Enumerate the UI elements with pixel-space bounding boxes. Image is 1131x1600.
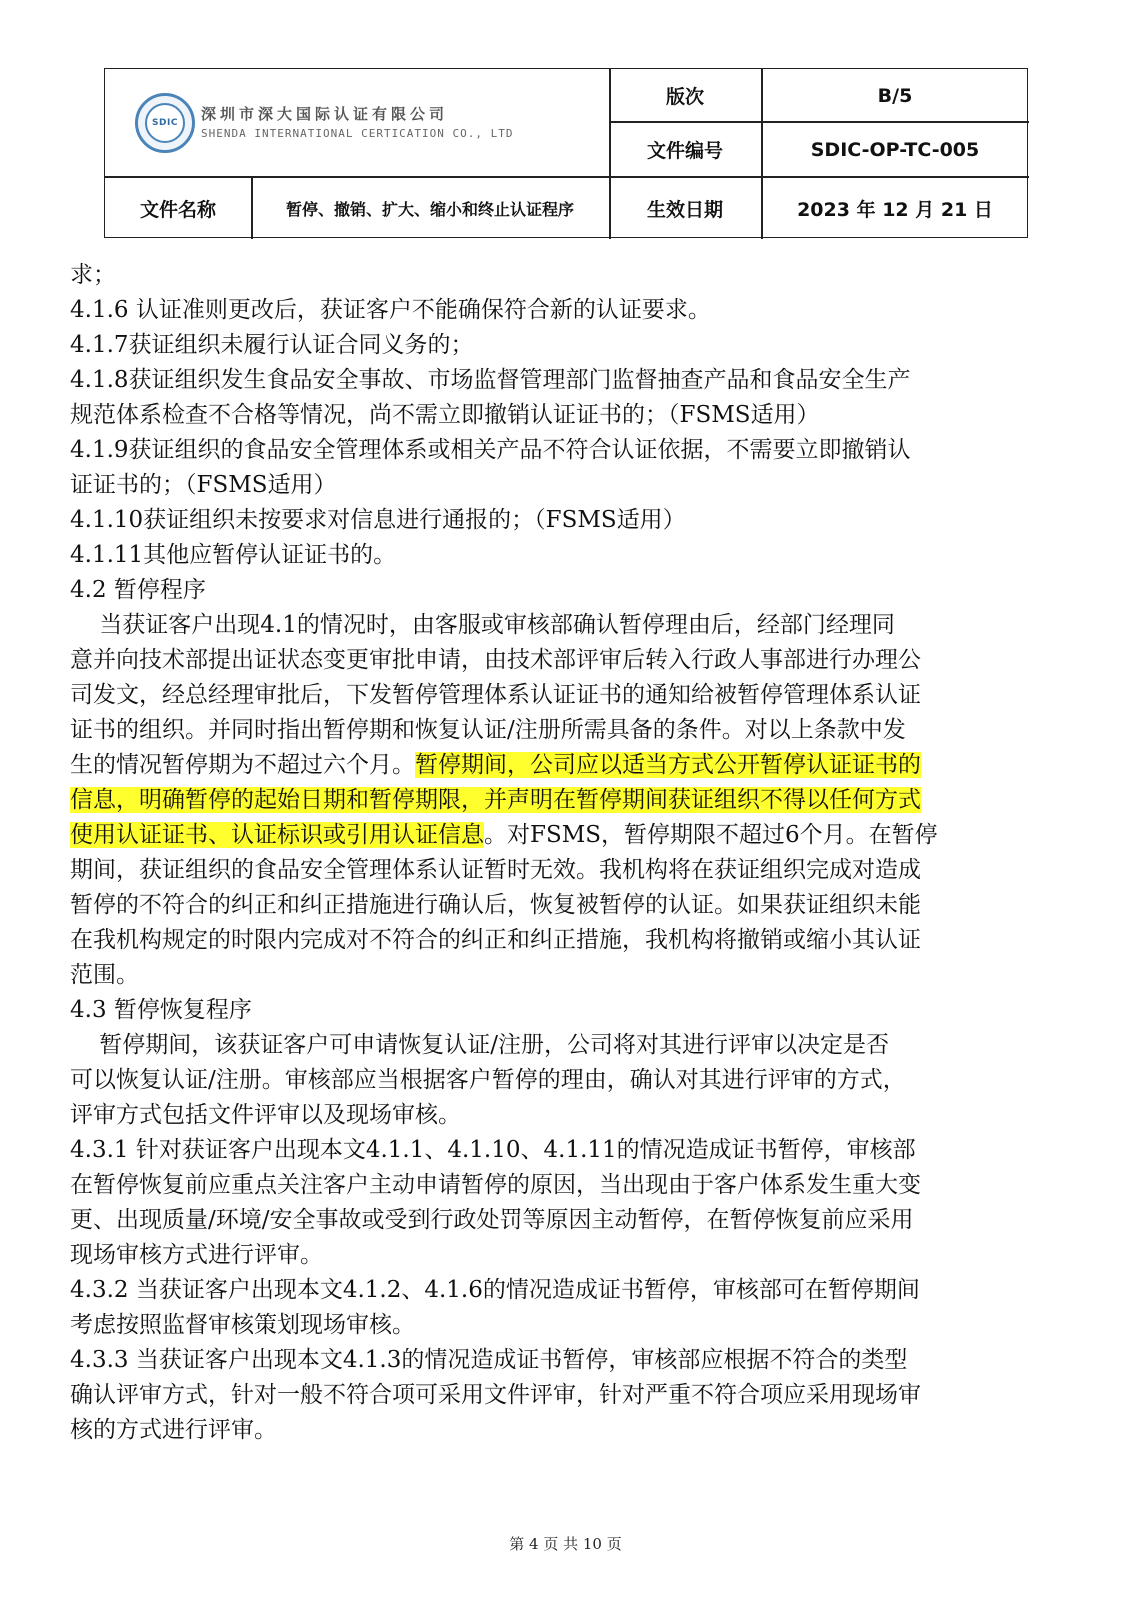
body-line (70, 783, 1050, 818)
doc-name-value: 暂停、撤销、扩大、缩小和终止认证程序 (285, 199, 574, 219)
body-text: 4.1.8获证组织发生食品安全事故、市场监督管理部门监督抽查产品和食品安全生产 (70, 367, 911, 393)
body-text: 4.1.7获证组织未履行认证合同义务的； (70, 332, 474, 358)
body-text: 暂停期间，该获证客户可申请恢复认证/注册，公司将对其进行评审以决定是否 (70, 1032, 889, 1058)
body-line (70, 398, 1050, 433)
body-line (70, 503, 1050, 538)
body-line (70, 713, 1050, 748)
body-line (70, 1343, 1050, 1378)
logo-text: SDIC (152, 118, 178, 128)
company-logo (135, 93, 635, 157)
body-line (70, 538, 1050, 573)
body-line (70, 1063, 1050, 1098)
body-text: 4.3.1 针对获证客户出现本文4.1.1、4.1.10、4.1.11的情况造成证书暂停，审核部 (70, 1137, 916, 1163)
doc-number-value: SDIC-OP-TC-005 (810, 138, 980, 161)
body-text: 证证书的；（FSMS适用） (70, 472, 337, 498)
body-line (70, 1238, 1050, 1273)
body-text: 可以恢复认证/注册。审核部应当根据客户暂停的理由，确认对其进行评审的方式， (70, 1067, 906, 1093)
body-text: 暂停的不符合的纠正和纠正措施进行确认后，恢复被暂停的认证。如果获证组织未能 (70, 892, 921, 918)
effective-date-value: 2023 年 12 月 21 日 (797, 198, 993, 221)
body-text: 规范体系检查不合格等情况，尚不需立即撤销认证证书的；（FSMS适用） (70, 402, 820, 428)
highlighted-text: 信息，明确暂停的起始日期和暂停期限，并声明在暂停期间获证组织不得以任何方式 (70, 787, 921, 813)
page-number: 第 4 页 共 10 页 (509, 1535, 622, 1553)
body-line (70, 1133, 1050, 1168)
body-line (70, 1308, 1050, 1343)
highlighted-text: 暂停期间，公司应以适当方式公开暂停认证证书的 (415, 752, 921, 778)
body-line (70, 888, 1050, 923)
body-line (70, 573, 1050, 608)
body-line (70, 468, 1050, 503)
body-line (70, 1413, 1050, 1448)
body-line (70, 1028, 1050, 1063)
highlighted-text: 使用认证证书、认证标识或引用认证信息 (70, 822, 484, 848)
body-line (70, 678, 1050, 713)
body-text: 在暂停恢复前应重点关注客户主动申请暂停的原因，当出现由于客户体系发生重大变 (70, 1172, 921, 1198)
body-line (70, 923, 1050, 958)
document-header-table (104, 68, 1028, 238)
body-text: 更、出现质量/环境/安全事故或受到行政处罚等原因主动暂停，在暂停恢复前应采用 (70, 1207, 914, 1233)
body-line (70, 748, 1050, 783)
document-body (70, 258, 1050, 1448)
body-line (70, 328, 1050, 363)
body-line (70, 293, 1050, 328)
body-text: 证书的组织。并同时指出暂停期和恢复认证/注册所需具备的条件。对以上条款中发 (70, 717, 906, 743)
body-line (70, 818, 1050, 853)
company-name-en: SHENDA INTERNATIONAL CERTICATION CO., LTD (201, 127, 514, 140)
body-line (70, 1168, 1050, 1203)
doc-number-label: 文件编号 (646, 140, 723, 162)
body-text: 评审方式包括文件评审以及现场审核。 (70, 1102, 461, 1128)
body-line (70, 643, 1050, 678)
body-text: 4.3.2 当获证客户出现本文4.1.2、4.1.6的情况造成证书暂停，审核部可在暂停期间 (70, 1277, 920, 1303)
body-text: 求； (70, 262, 116, 288)
body-text: 4.3 暂停恢复程序 (70, 997, 252, 1023)
body-line (70, 608, 1050, 643)
edition-value: B/5 (877, 84, 913, 107)
body-line (70, 363, 1050, 398)
body-line (70, 1203, 1050, 1238)
body-text: 当获证客户出现4.1的情况时，由客服或审核部确认暂停理由后，经部门经理同 (70, 612, 895, 638)
body-text: 现场审核方式进行评审。 (70, 1242, 323, 1268)
company-name-cn: 深圳市深大国际认证有限公司 (201, 105, 449, 123)
body-text: 4.1.11其他应暂停认证证书的。 (70, 542, 397, 568)
body-text: 4.1.10获证组织未按要求对信息进行通报的；（FSMS适用） (70, 507, 686, 533)
body-line (70, 853, 1050, 888)
body-line (70, 1378, 1050, 1413)
body-text: 核的方式进行评审。 (70, 1417, 277, 1443)
body-text: 在我机构规定的时限内完成对不符合的纠正和纠正措施，我机构将撤销或缩小其认证 (70, 927, 921, 953)
body-line (70, 258, 1050, 293)
body-text: 4.1.9获证组织的食品安全管理体系或相关产品不符合认证依据，不需要立即撤销认 (70, 437, 911, 463)
body-text: 司发文，经总经理审批后，下发暂停管理体系认证证书的通知给被暂停管理体系认证 (70, 682, 921, 708)
body-text: 意并向技术部提出证状态变更审批申请，由技术部评审后转入行政人事部进行办理公 (70, 647, 921, 673)
body-text: 4.1.6 认证准则更改后，获证客户不能确保符合新的认证要求。 (70, 297, 711, 323)
body-text: 4.3.3 当获证客户出现本文4.1.3的情况造成证书暂停，审核部应根据不符合的类型 (70, 1347, 908, 1373)
body-text: 4.2 暂停程序 (70, 577, 206, 603)
body-text: 期间，获证组织的食品安全管理体系认证暂时无效。我机构将在获证组织完成对造成 (70, 857, 921, 883)
body-text: 。对FSMS，暂停期限不超过6个月。在暂停 (484, 822, 938, 848)
body-text: 生的情况暂停期为不超过六个月。 (70, 752, 415, 778)
body-text: 考虑按照监督审核策划现场审核。 (70, 1312, 415, 1338)
body-line (70, 433, 1050, 468)
body-line (70, 1098, 1050, 1133)
body-line (70, 1273, 1050, 1308)
company-seal-icon (135, 93, 195, 153)
body-line (70, 993, 1050, 1028)
edition-label: 版次 (665, 86, 704, 108)
doc-name-label: 文件名称 (139, 198, 216, 221)
body-text: 范围。 (70, 962, 139, 988)
body-text: 确认评审方式，针对一般不符合项可采用文件评审，针对严重不符合项应采用现场审 (70, 1382, 921, 1408)
body-line (70, 958, 1050, 993)
effective-date-label: 生效日期 (646, 198, 723, 221)
